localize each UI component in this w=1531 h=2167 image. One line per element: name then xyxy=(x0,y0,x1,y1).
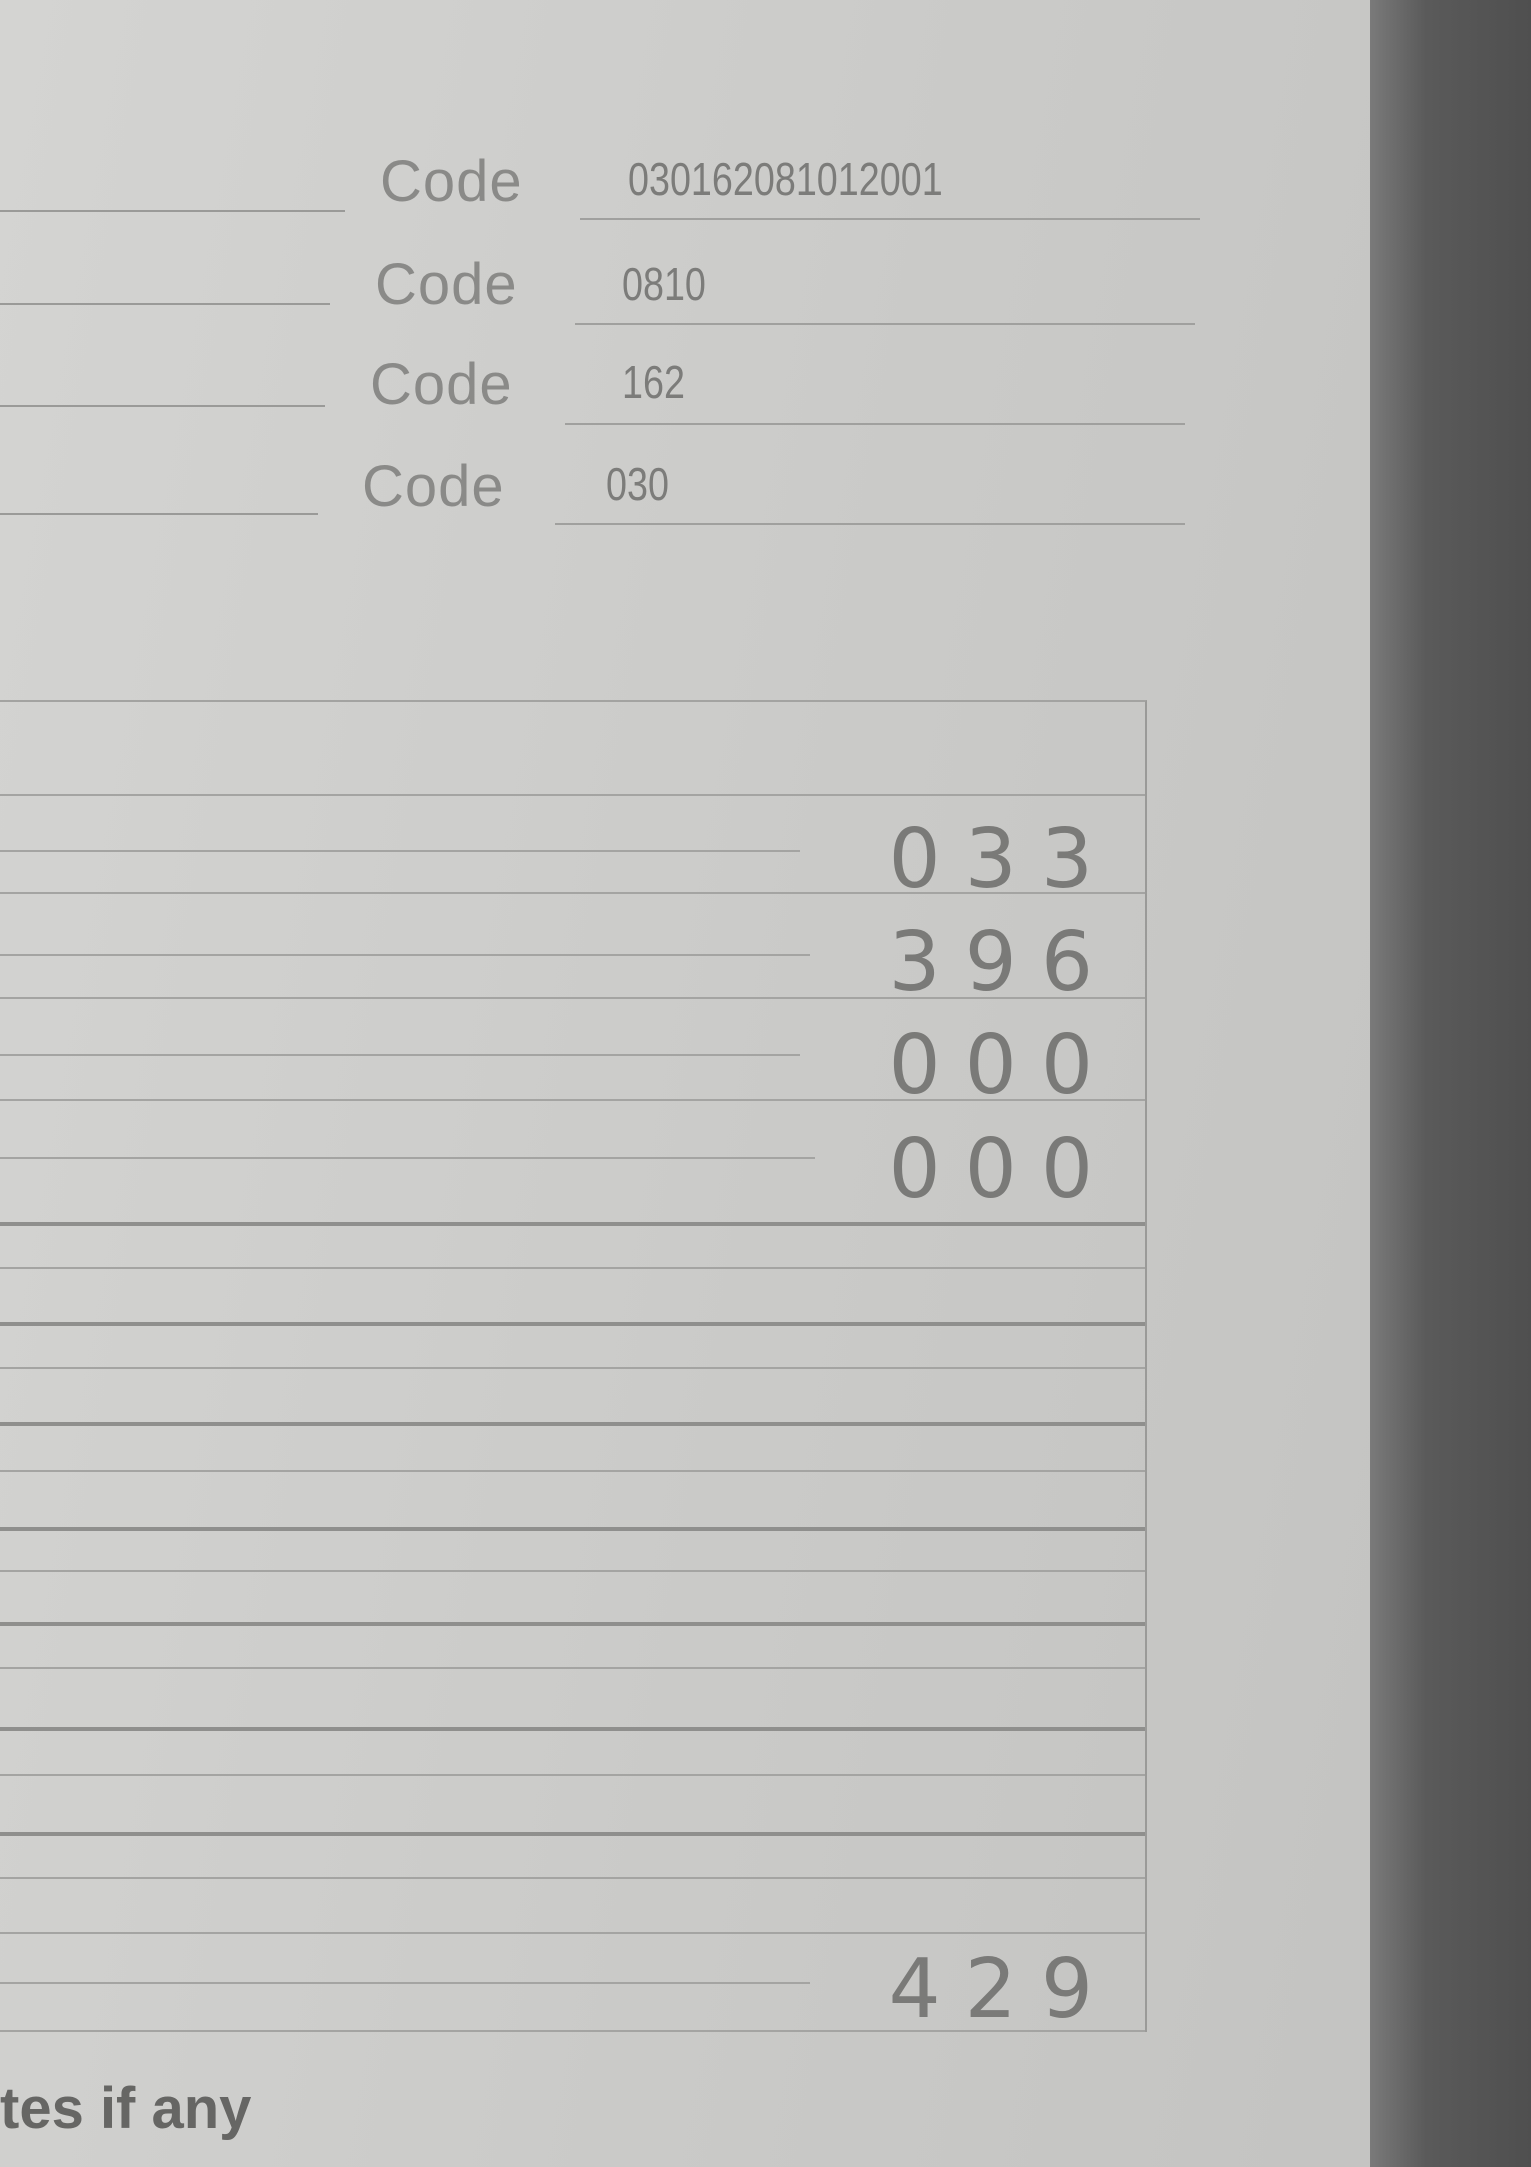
lead-line xyxy=(0,210,345,212)
code-value: 162 xyxy=(622,356,685,408)
row-line xyxy=(0,1667,1145,1669)
row-line xyxy=(0,1054,800,1056)
handwritten-value-row1: 033 xyxy=(888,812,1117,907)
row-line xyxy=(0,1422,1145,1426)
handwritten-value-row3: 000 xyxy=(888,1018,1117,1113)
code-label: Code xyxy=(370,352,513,417)
value-line xyxy=(575,323,1195,325)
row-line xyxy=(0,1727,1145,1731)
row-line xyxy=(0,1222,1145,1226)
value-line xyxy=(580,218,1200,220)
code-value: 030 xyxy=(606,458,669,510)
row-line xyxy=(0,1267,1145,1269)
code-value: 0810 xyxy=(622,258,706,310)
lead-line xyxy=(0,513,318,515)
code-row-2 xyxy=(0,243,1210,333)
row-line xyxy=(0,1322,1145,1326)
row-line xyxy=(0,1367,1145,1369)
code-row-3 xyxy=(0,343,1210,433)
row-line xyxy=(0,1932,1145,1934)
code-row-4 xyxy=(0,445,1210,535)
lead-line xyxy=(0,405,325,407)
code-value: 030162081012001 xyxy=(628,153,943,205)
row-line xyxy=(0,1527,1145,1531)
row-line xyxy=(0,1622,1145,1626)
amount-table xyxy=(0,700,1147,2037)
handwritten-value-row2: 396 xyxy=(888,915,1117,1010)
row-line xyxy=(0,954,810,956)
code-label: Code xyxy=(375,252,518,317)
row-line xyxy=(0,1774,1145,1776)
row-line xyxy=(0,794,1145,796)
handwritten-value-row4: 000 xyxy=(888,1122,1117,1217)
row-line xyxy=(0,1832,1145,1836)
row-line xyxy=(0,1877,1145,1879)
value-line xyxy=(565,423,1185,425)
code-row-1 xyxy=(0,140,1210,230)
row-line xyxy=(0,1470,1145,1472)
background-edge xyxy=(1370,0,1531,2167)
row-line xyxy=(0,1157,815,1159)
value-line xyxy=(555,523,1185,525)
row-line xyxy=(0,850,800,852)
code-label: Code xyxy=(380,149,523,214)
notes-label: tes if any xyxy=(0,2076,252,2141)
code-label: Code xyxy=(362,454,505,519)
handwritten-total: 429 xyxy=(888,1942,1117,2037)
row-line xyxy=(0,1570,1145,1572)
lead-line xyxy=(0,303,330,305)
row-line xyxy=(0,1982,810,1984)
